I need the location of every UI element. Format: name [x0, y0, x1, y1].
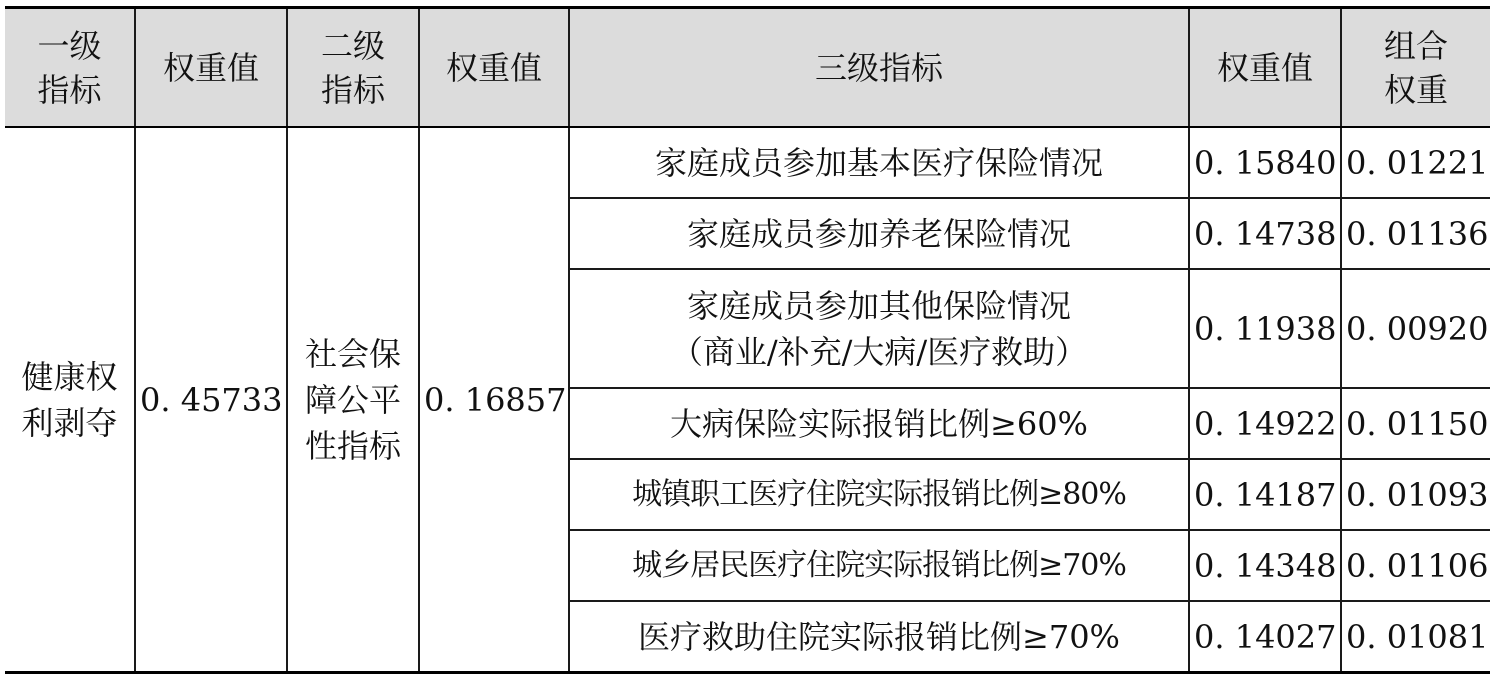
header-level2	[287, 8, 419, 128]
level2-weight: 0. 16857	[419, 127, 569, 673]
header-weight2: 权重值	[419, 8, 569, 128]
level3-weight: 0. 14348	[1189, 530, 1341, 601]
level1-weight: 0. 45733	[135, 127, 287, 673]
level3-weight: 0. 14738	[1189, 198, 1341, 269]
level1-name	[5, 127, 135, 673]
combined-weight: 0. 01221	[1341, 127, 1490, 198]
combined-weight: 0. 01136	[1341, 198, 1490, 269]
combined-weight: 0. 01106	[1341, 530, 1490, 601]
level3-indicator: 家庭成员参加养老保险情况	[569, 198, 1189, 269]
level3-indicator: 家庭成员参加基本医疗保险情况	[569, 127, 1189, 198]
level3-weight: 0. 14027	[1189, 601, 1341, 673]
header-row	[5, 8, 1490, 128]
level3-indicator: 城镇职工医疗住院实际报销比例≥80%	[569, 459, 1189, 530]
header-combined-text: 组合 权重	[1383, 26, 1448, 109]
header-level1-text: 一级 指标	[37, 26, 102, 109]
table-row	[5, 127, 1490, 198]
header-combined	[1341, 8, 1490, 128]
indicator-weight-table	[5, 6, 1490, 674]
level3-indicator	[569, 269, 1189, 388]
level3-weight: 0. 15840	[1189, 127, 1341, 198]
combined-weight: 0. 01081	[1341, 601, 1490, 673]
level3-indicator: 医疗救助住院实际报销比例≥70%	[569, 601, 1189, 673]
level2-name-text: 社会保 障公平 性指标	[304, 334, 401, 465]
level3-indicator-text: 家庭成员参加其他保险情况 （商业/补充/大病/医疗救助）	[670, 286, 1088, 371]
combined-weight: 0. 01150	[1341, 388, 1490, 459]
level3-indicator: 城乡居民医疗住院实际报销比例≥70%	[569, 530, 1189, 601]
header-weight3: 权重值	[1189, 8, 1341, 128]
combined-weight: 0. 00920	[1341, 269, 1490, 388]
level3-weight: 0. 11938	[1189, 269, 1341, 388]
header-weight1: 权重值	[135, 8, 287, 128]
header-level1	[5, 8, 135, 128]
combined-weight: 0. 01093	[1341, 459, 1490, 530]
header-level3: 三级指标	[569, 8, 1189, 128]
level3-indicator: 大病保险实际报销比例≥60%	[569, 388, 1189, 459]
header-level2-text: 二级 指标	[320, 26, 385, 109]
level1-name-text: 健康权 利剥夺	[21, 357, 118, 442]
level3-weight: 0. 14187	[1189, 459, 1341, 530]
level3-weight: 0. 14922	[1189, 388, 1341, 459]
level2-name	[287, 127, 419, 673]
